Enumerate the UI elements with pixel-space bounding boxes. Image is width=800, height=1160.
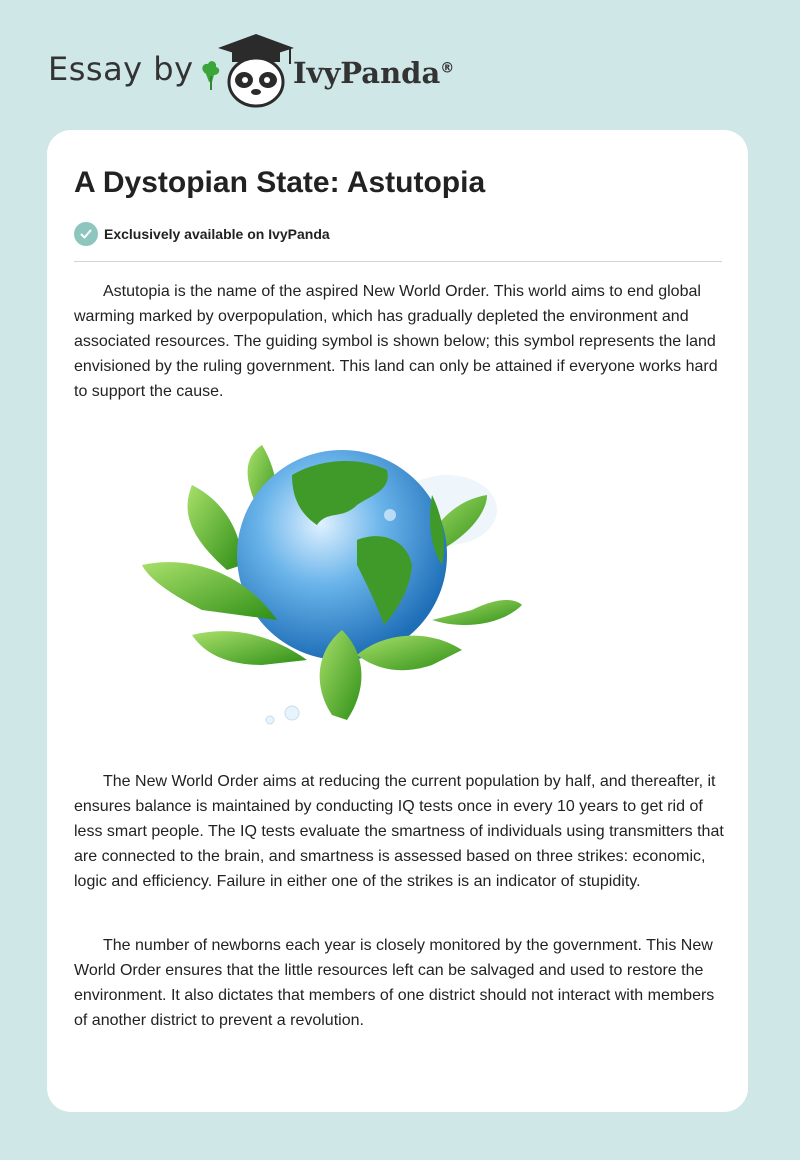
brand-name[interactable]: IvyPanda® xyxy=(293,56,455,90)
page-title: A Dystopian State: Astutopia xyxy=(74,166,486,199)
paragraph-1: Astutopia is the name of the aspired New World Order. This world aims to end global warming marked by overpopulation, which has gradually depleted the environment and associated resources. The guiding symbol is shown below; this symbol represents the land envisioned by the ruling government. This land can only be attained if everyone works hard to support the cause. xyxy=(74,283,718,400)
site-header xyxy=(48,30,488,110)
divider xyxy=(74,261,722,262)
essay-by-label: Essay by xyxy=(48,50,194,88)
ivy-leaf-icon xyxy=(202,61,219,90)
badge-label: Exclusively available on IvyPanda xyxy=(104,226,330,242)
paragraph-2: The New World Order aims at reducing the current population by half, and thereafter, it ensures balance is maintained by conducting IQ tests once in every 10 years to get rid of less smart people. The IQ tests evaluate the smartness of individuals using transmitters that are connected to the brain, and smartness is assessed based on three strikes: economic, logic and efficiency. Failure in either one of the strikes is an indicator of stupidity. xyxy=(74,773,724,890)
globe-leaves-illustration xyxy=(142,415,522,733)
paragraph-3: The number of newborns each year is closely monitored by the government. This New World Order ensures that the little resources left can be salvaged and used to restore the environment. It also dictates that members of one district should not interact with members of another district to prevent a revolution. xyxy=(74,937,715,1029)
panda-logo-icon[interactable] xyxy=(198,30,298,110)
exclusive-badge xyxy=(74,221,330,247)
check-circle-icon xyxy=(74,222,98,246)
essay-card xyxy=(47,130,748,1112)
